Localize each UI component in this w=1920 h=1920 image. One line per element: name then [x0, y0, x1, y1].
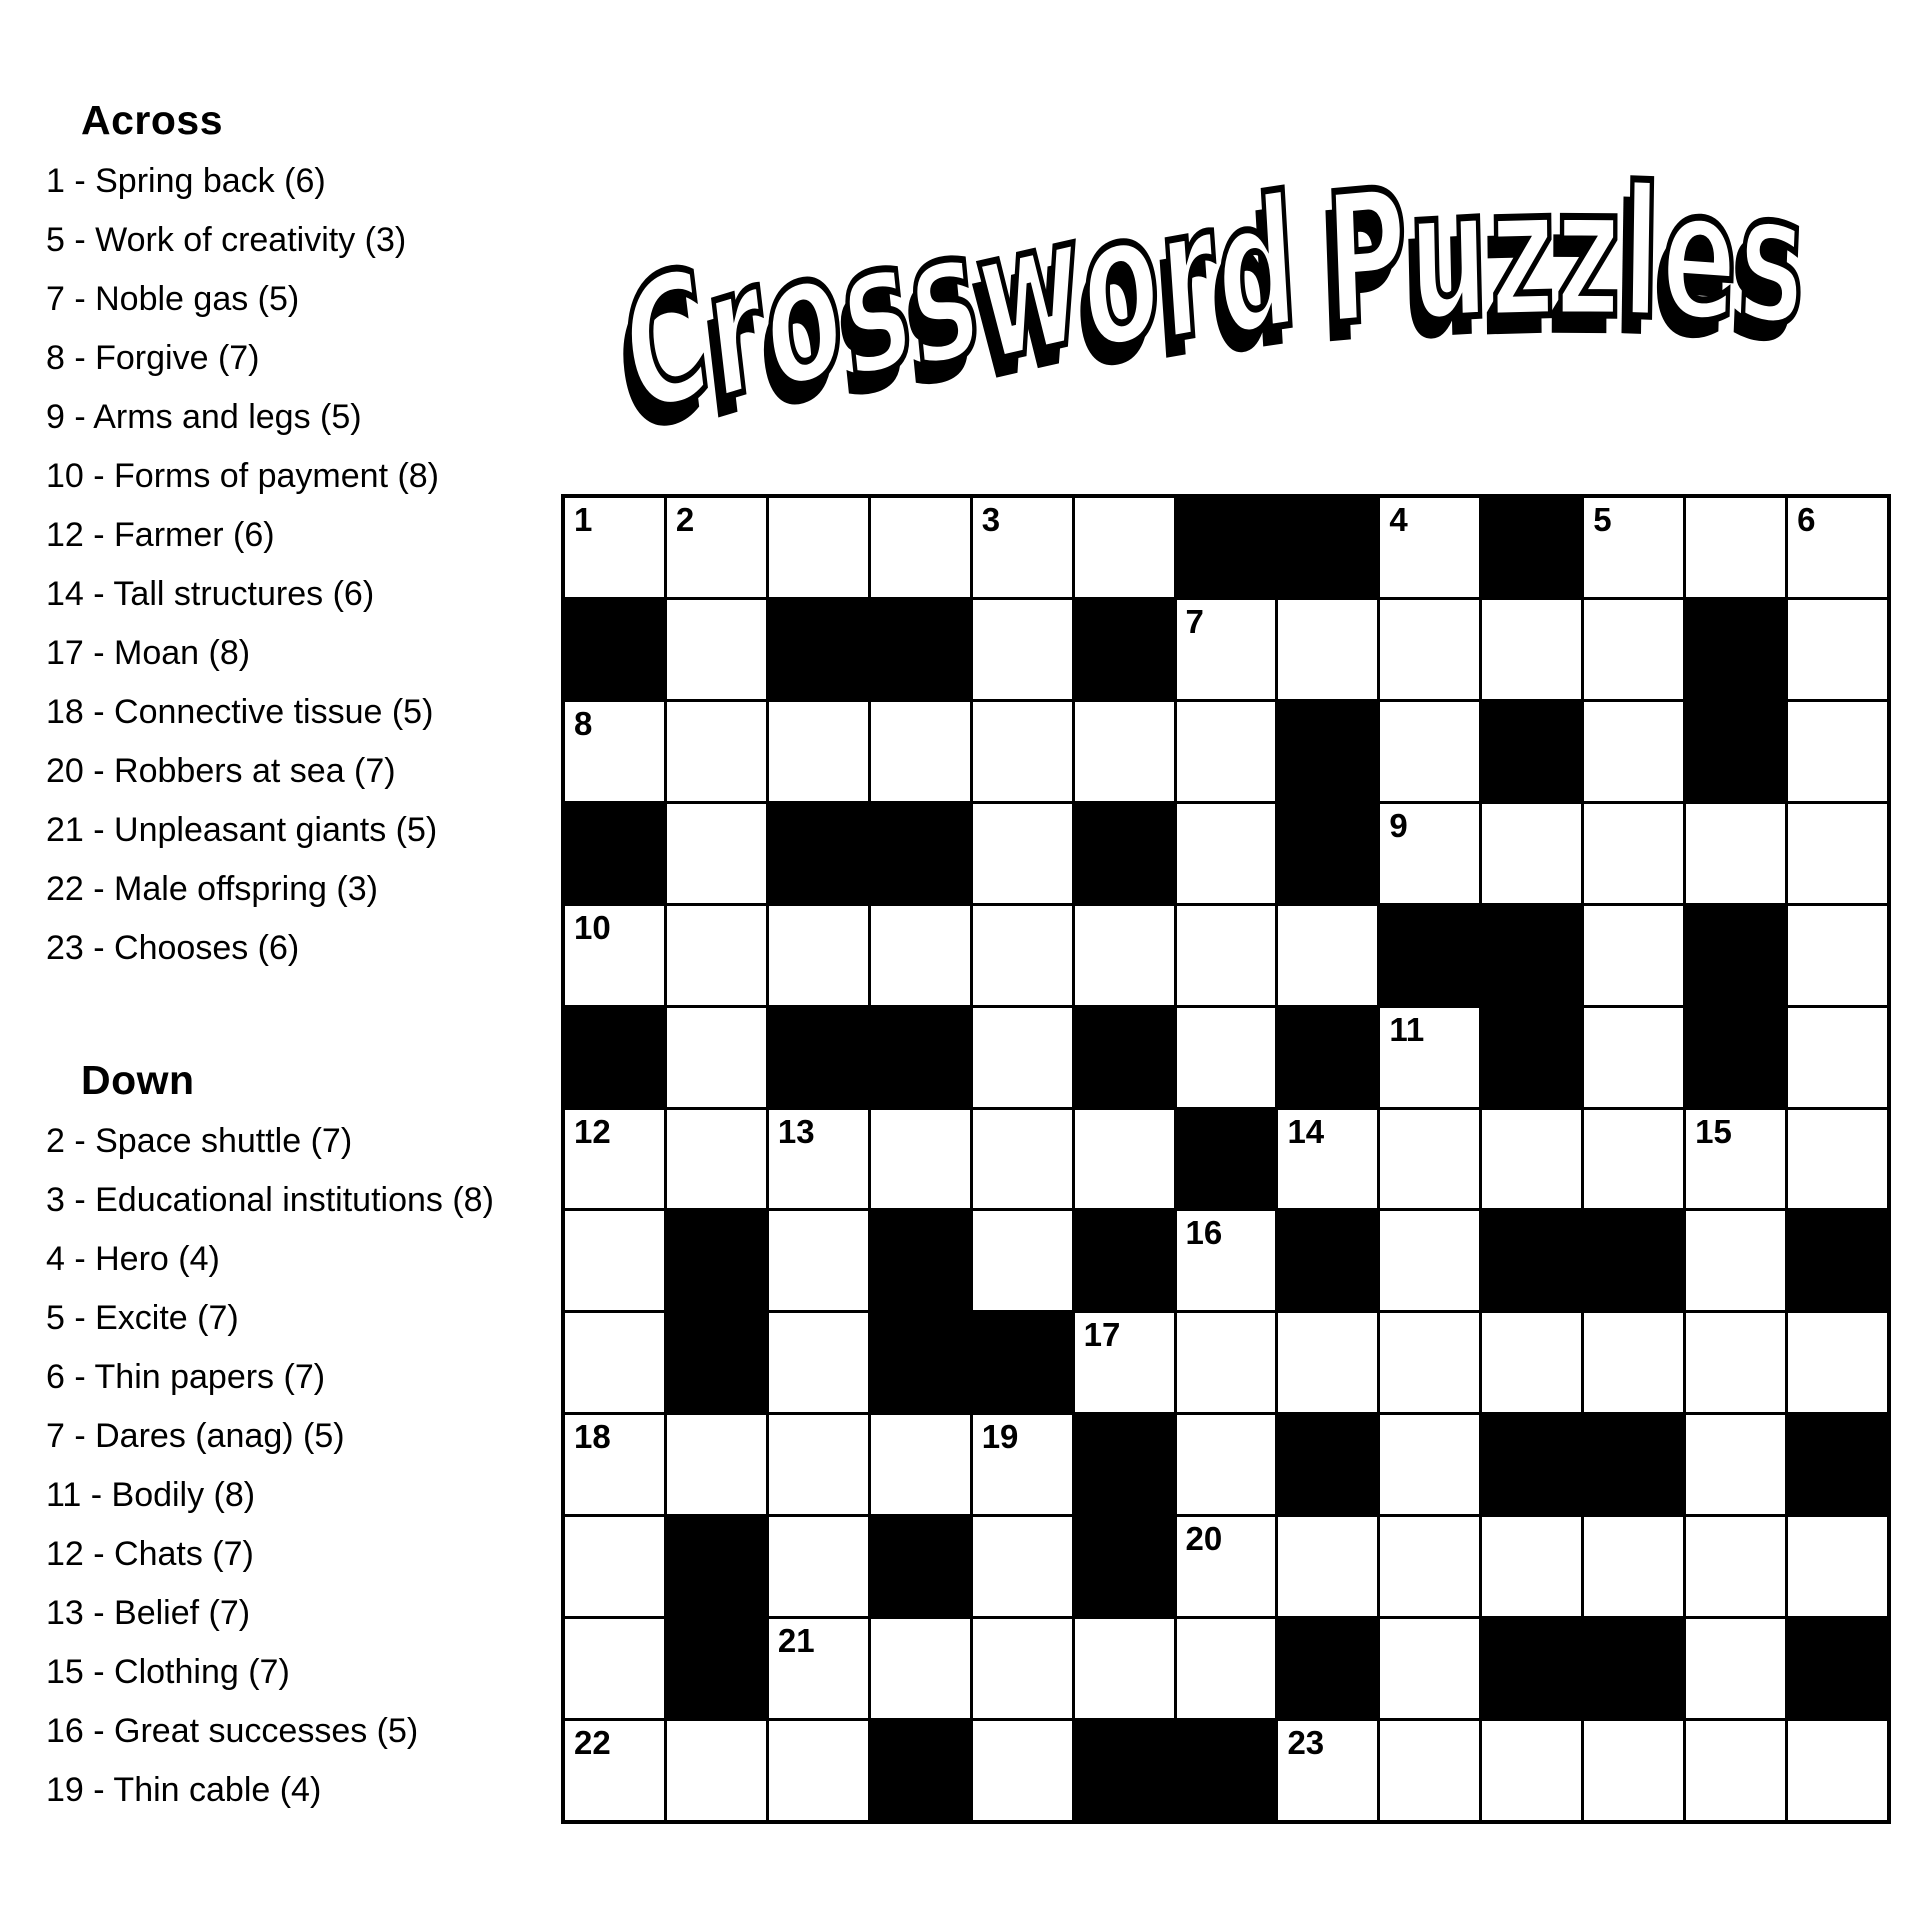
cell-r13c6 — [1075, 1721, 1174, 1820]
cell-r8c10 — [1482, 1211, 1581, 1310]
cell-r2c5[interactable] — [973, 600, 1072, 699]
cell-r11c9[interactable] — [1380, 1517, 1479, 1616]
cell-r9c4 — [871, 1313, 970, 1412]
cell-r4c13[interactable] — [1788, 804, 1887, 903]
clue-item: 17 - Moan (8) — [46, 634, 251, 672]
cell-r3c10 — [1482, 702, 1581, 801]
cell-r10c6 — [1075, 1415, 1174, 1514]
cell-r7c3[interactable] — [769, 1110, 868, 1209]
cell-r13c10[interactable] — [1482, 1721, 1581, 1820]
cell-r2c3 — [769, 600, 868, 699]
title-letter: z — [1488, 148, 1556, 360]
cell-r7c12[interactable] — [1686, 1110, 1785, 1209]
cell-r5c1[interactable] — [565, 906, 664, 1005]
cell-r5c3[interactable] — [769, 906, 868, 1005]
clue-number: 6 — [1797, 501, 1816, 538]
cell-r11c7[interactable] — [1177, 1517, 1276, 1616]
cell-r13c7 — [1177, 1721, 1276, 1820]
clue-number: 13 — [777, 1112, 815, 1150]
clue-number: 10 — [574, 908, 611, 946]
cell-r9c9[interactable] — [1380, 1313, 1479, 1412]
clue-item: 21 - Unpleasant giants (5) — [46, 811, 438, 849]
cell-r3c7[interactable] — [1177, 702, 1276, 801]
clue-number: 14 — [1287, 1112, 1325, 1150]
cell-r5c6[interactable] — [1075, 906, 1174, 1005]
page-title — [613, 148, 1809, 459]
cell-r13c11[interactable] — [1584, 1721, 1683, 1820]
cell-r6c1 — [565, 1008, 664, 1107]
cell-r10c4[interactable] — [871, 1415, 970, 1514]
cell-r8c8 — [1278, 1211, 1377, 1310]
cell-r6c8 — [1278, 1008, 1377, 1107]
cell-r3c13[interactable] — [1788, 702, 1887, 801]
cell-r2c10[interactable] — [1482, 600, 1581, 699]
clue-number: 20 — [1185, 1520, 1223, 1558]
cell-r5c2[interactable] — [667, 906, 766, 1005]
clue-item: 12 - Chats (7) — [46, 1535, 254, 1573]
cell-r13c4 — [871, 1721, 970, 1820]
clue-item: 8 - Forgive (7) — [46, 339, 260, 377]
title-letter: l — [1620, 149, 1662, 360]
clue-number: 4 — [1389, 501, 1408, 538]
cell-r2c8[interactable] — [1278, 600, 1377, 699]
cell-r5c9 — [1380, 906, 1479, 1005]
cell-r7c6[interactable] — [1075, 1110, 1174, 1209]
cell-r1c13[interactable] — [1788, 498, 1887, 597]
title-letter: s — [900, 187, 986, 411]
cell-r4c3 — [769, 804, 868, 903]
clue-item: 11 - Bodily (8) — [46, 1476, 256, 1514]
cell-r12c2 — [667, 1619, 766, 1718]
cell-r7c13[interactable] — [1788, 1110, 1887, 1209]
cell-r11c2 — [667, 1517, 766, 1616]
cell-r9c13[interactable] — [1788, 1313, 1887, 1412]
clue-number: 1 — [574, 501, 593, 538]
cell-r11c11[interactable] — [1584, 1517, 1683, 1616]
clue-item: 10 - Forms of payment (8) — [46, 457, 440, 495]
title-letter: z — [1555, 148, 1622, 359]
cell-r9c10[interactable] — [1482, 1313, 1581, 1412]
clue-item: 5 - Excite (7) — [46, 1299, 239, 1337]
cell-r11c3[interactable] — [769, 1517, 868, 1616]
cell-r9c8[interactable] — [1278, 1313, 1377, 1412]
cell-r8c9[interactable] — [1380, 1211, 1479, 1310]
clue-number: 19 — [981, 1418, 1019, 1456]
cell-r2c4 — [871, 600, 970, 699]
cell-r10c10 — [1482, 1415, 1581, 1514]
cell-r10c5[interactable] — [973, 1415, 1072, 1514]
cell-r8c13 — [1788, 1211, 1887, 1310]
clue-item: 6 - Thin papers (7) — [46, 1358, 326, 1396]
clue-number: 9 — [1389, 806, 1408, 844]
cell-r7c5[interactable] — [973, 1110, 1072, 1209]
clue-item: 3 - Educational institutions (8) — [46, 1181, 494, 1219]
cell-r8c1[interactable] — [565, 1211, 664, 1310]
cell-r4c12[interactable] — [1686, 804, 1785, 903]
clue-item: 5 - Work of creativity (3) — [46, 221, 407, 259]
cell-r3c2[interactable] — [667, 702, 766, 801]
cell-r12c11 — [1584, 1619, 1683, 1718]
cell-r6c13[interactable] — [1788, 1008, 1887, 1107]
cell-r10c2[interactable] — [667, 1415, 766, 1514]
clue-item: 16 - Great successes (5) — [46, 1712, 419, 1750]
cell-r7c2[interactable] — [667, 1110, 766, 1209]
cell-r12c1[interactable] — [565, 1619, 664, 1718]
clue-number: 23 — [1287, 1724, 1325, 1762]
cell-r3c3[interactable] — [769, 702, 868, 801]
clue-number: 15 — [1695, 1112, 1732, 1150]
title-letter: r — [696, 220, 775, 443]
cell-r4c4 — [871, 804, 970, 903]
cell-r6c6 — [1075, 1008, 1174, 1107]
cell-r9c11[interactable] — [1584, 1313, 1683, 1412]
clue-item: 1 - Spring back (6) — [46, 162, 326, 200]
clue-item: 18 - Connective tissue (5) — [46, 693, 434, 731]
cell-r7c1[interactable] — [565, 1110, 664, 1209]
cell-r2c2[interactable] — [667, 600, 766, 699]
cell-r12c10 — [1482, 1619, 1581, 1718]
across-clue-list — [46, 152, 566, 978]
cell-r12c12[interactable] — [1686, 1619, 1785, 1718]
cell-r13c13[interactable] — [1788, 1721, 1887, 1820]
cell-r8c5[interactable] — [973, 1211, 1072, 1310]
clue-number: 12 — [574, 1112, 611, 1150]
cell-r12c5[interactable] — [973, 1619, 1072, 1718]
cell-r13c2[interactable] — [667, 1721, 766, 1820]
cell-r8c6 — [1075, 1211, 1174, 1310]
cell-r2c11[interactable] — [1584, 600, 1683, 699]
title-letter: u — [1406, 148, 1491, 363]
cell-r8c11 — [1584, 1211, 1683, 1310]
clue-item: 20 - Robbers at sea (7) — [46, 752, 396, 790]
cell-r3c6[interactable] — [1075, 702, 1174, 801]
cell-r7c10[interactable] — [1482, 1110, 1581, 1209]
across-clues — [46, 96, 566, 978]
cell-r3c4[interactable] — [871, 702, 970, 801]
cell-r8c12[interactable] — [1686, 1211, 1785, 1310]
cell-r4c1 — [565, 804, 664, 903]
cell-r10c13 — [1788, 1415, 1887, 1514]
cell-r8c3[interactable] — [769, 1211, 868, 1310]
cell-r1c6[interactable] — [1075, 498, 1174, 597]
cell-r1c3[interactable] — [769, 498, 868, 597]
clue-item: 7 - Dares (anag) (5) — [46, 1417, 345, 1455]
cell-r9c1[interactable] — [565, 1313, 664, 1412]
cell-r3c8 — [1278, 702, 1377, 801]
cell-r5c13[interactable] — [1788, 906, 1887, 1005]
clue-item: 15 - Clothing (7) — [46, 1653, 290, 1691]
cell-r10c9[interactable] — [1380, 1415, 1479, 1514]
cell-r12c9[interactable] — [1380, 1619, 1479, 1718]
cell-r11c12[interactable] — [1686, 1517, 1785, 1616]
clue-item: 4 - Hero (4) — [46, 1240, 220, 1278]
across-heading: Across — [81, 97, 224, 143]
title-letter: s — [832, 197, 920, 422]
cell-r12c13 — [1788, 1619, 1887, 1718]
cell-r6c9[interactable] — [1380, 1008, 1479, 1107]
cell-r3c5[interactable] — [973, 702, 1072, 801]
cell-r1c2[interactable] — [667, 498, 766, 597]
cell-r7c9[interactable] — [1380, 1110, 1479, 1209]
clue-item: 23 - Chooses (6) — [46, 929, 300, 967]
title-letter: o — [753, 206, 852, 434]
cell-r13c1[interactable] — [565, 1721, 664, 1820]
cell-r10c1[interactable] — [565, 1415, 664, 1514]
clue-number: 11 — [1389, 1010, 1425, 1048]
cell-r2c12 — [1686, 600, 1785, 699]
cell-r5c12 — [1686, 906, 1785, 1005]
cell-r2c6 — [1075, 600, 1174, 699]
cell-r8c2 — [667, 1211, 766, 1310]
cell-r4c6 — [1075, 804, 1174, 903]
cell-r11c10[interactable] — [1482, 1517, 1581, 1616]
cell-r12c3[interactable] — [769, 1619, 868, 1718]
title-letter: o — [1074, 169, 1167, 393]
cell-r1c4[interactable] — [871, 498, 970, 597]
cell-r5c10 — [1482, 906, 1581, 1005]
cell-r11c1[interactable] — [565, 1517, 664, 1616]
clue-number: 16 — [1185, 1214, 1223, 1252]
cell-r5c7[interactable] — [1177, 906, 1276, 1005]
cell-r6c10 — [1482, 1008, 1581, 1107]
cell-r2c13[interactable] — [1788, 600, 1887, 699]
cell-r3c12 — [1686, 702, 1785, 801]
crossword-grid — [561, 494, 1891, 1824]
clue-item: 7 - Noble gas (5) — [46, 280, 300, 318]
clue-number: 7 — [1185, 602, 1204, 640]
down-clues — [46, 1056, 566, 1820]
cell-r12c7[interactable] — [1177, 1619, 1276, 1718]
clue-item: 19 - Thin cable (4) — [46, 1771, 322, 1809]
cell-r10c11 — [1584, 1415, 1683, 1514]
title-letter: C — [613, 228, 719, 459]
cell-r3c9[interactable] — [1380, 702, 1479, 801]
cell-r7c11[interactable] — [1584, 1110, 1683, 1209]
cell-r2c1 — [565, 600, 664, 699]
cell-r9c12[interactable] — [1686, 1313, 1785, 1412]
cell-r2c9[interactable] — [1380, 600, 1479, 699]
cell-r4c7[interactable] — [1177, 804, 1276, 903]
cell-r12c4[interactable] — [871, 1619, 970, 1718]
cell-r6c4 — [871, 1008, 970, 1107]
cell-r5c4[interactable] — [871, 906, 970, 1005]
title-letter: e — [1658, 149, 1740, 364]
cell-r6c3 — [769, 1008, 868, 1107]
cell-r6c11[interactable] — [1584, 1008, 1683, 1107]
cell-r9c5 — [973, 1313, 1072, 1412]
cell-r10c7[interactable] — [1177, 1415, 1276, 1514]
cell-r12c6[interactable] — [1075, 1619, 1174, 1718]
clue-number: 22 — [574, 1724, 611, 1762]
down-clue-list — [46, 1112, 566, 1820]
cell-r11c6 — [1075, 1517, 1174, 1616]
cell-r1c11[interactable] — [1584, 498, 1683, 597]
clue-item: 2 - Space shuttle (7) — [46, 1122, 353, 1160]
cell-r5c5[interactable] — [973, 906, 1072, 1005]
cell-r7c8[interactable] — [1278, 1110, 1377, 1209]
cell-r3c11[interactable] — [1584, 702, 1683, 801]
cell-r13c8[interactable] — [1278, 1721, 1377, 1820]
cell-r5c8[interactable] — [1278, 906, 1377, 1005]
cell-r4c11[interactable] — [1584, 804, 1683, 903]
cell-r7c4[interactable] — [871, 1110, 970, 1209]
cell-r13c5[interactable] — [973, 1721, 1072, 1820]
cell-r10c3[interactable] — [769, 1415, 868, 1514]
cell-r12c8 — [1278, 1619, 1377, 1718]
cell-r4c8 — [1278, 804, 1377, 903]
cell-r10c12[interactable] — [1686, 1415, 1785, 1514]
cell-r9c3[interactable] — [769, 1313, 868, 1412]
cell-r6c5[interactable] — [973, 1008, 1072, 1107]
cell-r10c8 — [1278, 1415, 1377, 1514]
cell-r9c2 — [667, 1313, 766, 1412]
cell-r2c7[interactable] — [1177, 600, 1276, 699]
cell-r4c5[interactable] — [973, 804, 1072, 903]
title-letter: d — [1210, 157, 1302, 378]
cell-r6c12 — [1686, 1008, 1785, 1107]
cell-r11c4 — [871, 1517, 970, 1616]
clue-number: 8 — [574, 704, 593, 742]
title-letter: P — [1322, 150, 1412, 367]
cell-r4c2[interactable] — [667, 804, 766, 903]
clue-number: 3 — [981, 501, 1001, 538]
title-letter: w — [969, 174, 1090, 405]
cell-r8c7[interactable] — [1177, 1211, 1276, 1310]
cell-r9c6[interactable] — [1075, 1313, 1174, 1412]
cell-r7c7 — [1177, 1110, 1276, 1209]
clue-item: 9 - Arms and legs (5) — [46, 398, 362, 436]
cell-r11c8[interactable] — [1278, 1517, 1377, 1616]
cell-r11c13[interactable] — [1788, 1517, 1887, 1616]
cell-r1c1[interactable] — [565, 498, 664, 597]
cell-r13c12[interactable] — [1686, 1721, 1785, 1820]
clue-item: 22 - Male offspring (3) — [46, 870, 378, 908]
clue-number: 21 — [777, 1622, 815, 1660]
cell-r1c7 — [1177, 498, 1276, 597]
cell-r3c1[interactable] — [565, 702, 664, 801]
cell-r6c2[interactable] — [667, 1008, 766, 1107]
cell-r4c9[interactable] — [1380, 804, 1479, 903]
title-letter: s — [1734, 152, 1809, 368]
clue-number: 5 — [1593, 501, 1612, 538]
cell-r6c7[interactable] — [1177, 1008, 1276, 1107]
cell-r9c7[interactable] — [1177, 1313, 1276, 1412]
clue-item: 12 - Farmer (6) — [46, 516, 275, 554]
clue-item: 13 - Belief (7) — [46, 1594, 251, 1632]
title-letter: r — [1153, 165, 1222, 383]
cell-r13c3[interactable] — [769, 1721, 868, 1820]
clue-number: 17 — [1083, 1316, 1121, 1354]
cell-r1c8 — [1278, 498, 1377, 597]
cell-r4c10[interactable] — [1482, 804, 1581, 903]
cell-r11c5[interactable] — [973, 1517, 1072, 1616]
cell-r8c4 — [871, 1211, 970, 1310]
clue-item: 14 - Tall structures (6) — [46, 575, 375, 613]
clue-number: 2 — [675, 501, 695, 538]
clue-number: 18 — [574, 1418, 611, 1456]
cell-r1c5[interactable] — [973, 498, 1072, 597]
cell-r13c9[interactable] — [1380, 1721, 1479, 1820]
cell-r1c10 — [1482, 498, 1581, 597]
cell-r1c12[interactable] — [1686, 498, 1785, 597]
cell-r5c11[interactable] — [1584, 906, 1683, 1005]
down-heading: Down — [81, 1057, 195, 1103]
cell-r1c9[interactable] — [1380, 498, 1479, 597]
